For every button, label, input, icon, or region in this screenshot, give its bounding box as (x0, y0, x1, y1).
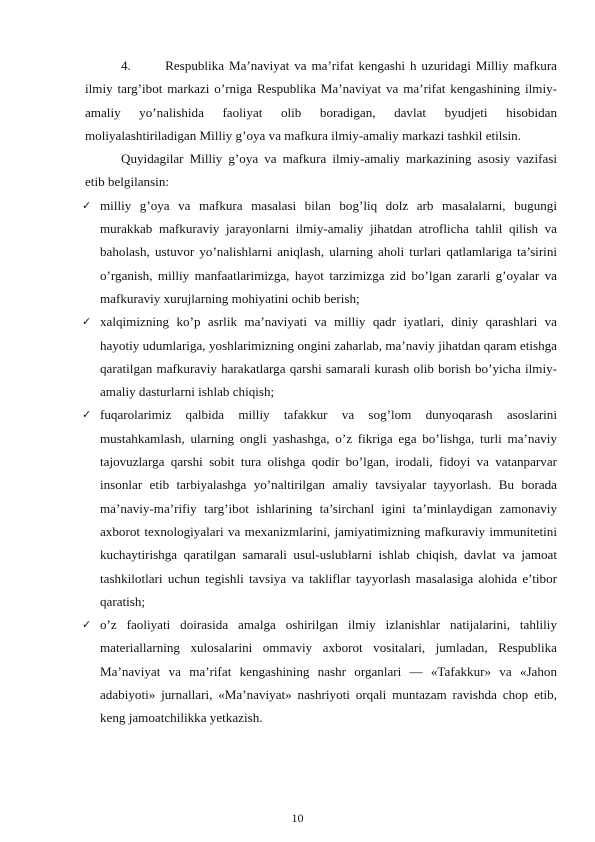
check-mark-icon: ✓ (82, 408, 92, 422)
list-item (82, 310, 557, 403)
check-mark-icon: ✓ (82, 618, 92, 632)
list-item (82, 403, 557, 613)
numbered-paragraph-4 (85, 54, 557, 147)
intro-paragraph: Quyidagilar Milliy g’oya va mafkura ilmiy-amaliy markazining asosiy vazifasi etib belgilansin: (85, 151, 557, 190)
document-body (82, 54, 557, 730)
task-list (82, 194, 557, 730)
list-item-text: fuqarolarimiz qalbida milliy tafakkur va sog’lom dunyoqarash asoslarini mustahkamlash, ularning ongli yashashga, o’z fikriga ega bo’lishga, turli ma’naviy tajovuzlarga qarshi sobit tura olishga qodir bo’lgan, irodali, fidoyi va vatanparvar insonlar etib tarbiyalashga yo’naltirilgan amaliy tavsiyalar tayyorlash. Bu borada ma’naviy-ma’rifiy targ’ibot ishlarining ta’sirchanl igini ta’minlaydigan zamonaviy axborot texnologiyalari va mexanizmlarini, jamiyatimizning mafkuraviy immunitetini kuchaytirishga qaratilgan samarali usul-uslublarni ishlab chiqish, davlat va jamoat tashkilotlari uchun tegishli tavsiya va takliflar tayyorlash masalasiga alohida e’tibor qaratish; (100, 407, 557, 609)
list-item-text: milliy g’oya va mafkura masalasi bilan bog’liq dolz arb masalalarni, bugungi murakkab mafkuraviy jarayonlarni ilmiy-amaliy jihatdan atroflicha tahlil qilish va baholash, ustuvor yo’nalishlarni aniqlash, ularning aholi turlari qatlamlariga ta’sirini o’rganish, milliy manfaatlarimizga, hayot tarzimizga zid bo’lgan zararli g’oyalar va mafkuraviy xurujlarning mohiyatini ochib berish; (100, 197, 557, 306)
check-mark-icon: ✓ (82, 198, 92, 212)
check-mark-icon: ✓ (82, 315, 92, 329)
paragraph-number: 4. (121, 58, 131, 73)
list-item (82, 613, 557, 729)
list-item (82, 194, 557, 310)
paragraph-text: Respublika Ma’naviyat va ma’rifat kengashi h uzuridagi Milliy mafkura ilmiy targ’ibot markazi o’rniga Respublika Ma’naviyat va ma’rifat kengashining ilmiy-amaliy yo’nalishida faoliyat olib boradigan, davlat byudjeti hisobidan moliyalashtiriladigan Milliy g’oya va mafkura ilmiy-amaliy markazi tashkil etilsin. (85, 58, 557, 143)
list-item-text: xalqimizning ko’p asrlik ma’naviyati va milliy qadr iyatlari, diniy qarashlari va hayotiy udumlariga, yoshlarimizning ongini zaharlab, ma’naviy jihatdan qaram etishga qaratilgan mafkuraviy harakatlarga qarshi samarali kurash olib borish bo’yicha ilmiy-amaliy dasturlarni ishlab chiqish; (100, 314, 557, 400)
list-item-text: o’z faoliyati doirasida amalga oshirilgan ilmiy izlanishlar natijalarini, tahliliy materiallarning xulosalarini ommaviy axborot vositalari, jumladan, Respublika Ma’naviyat va ma’rifat kengashining nashr organlari — «Tafakkur» va «Jahon adabiyoti» jurnallari, «Ma’naviyat» nashriyoti orqali muntazam ravishda chop etib, keng jamoatchilikka yetkazish. (100, 617, 557, 726)
page-number: 10 (291, 811, 304, 825)
